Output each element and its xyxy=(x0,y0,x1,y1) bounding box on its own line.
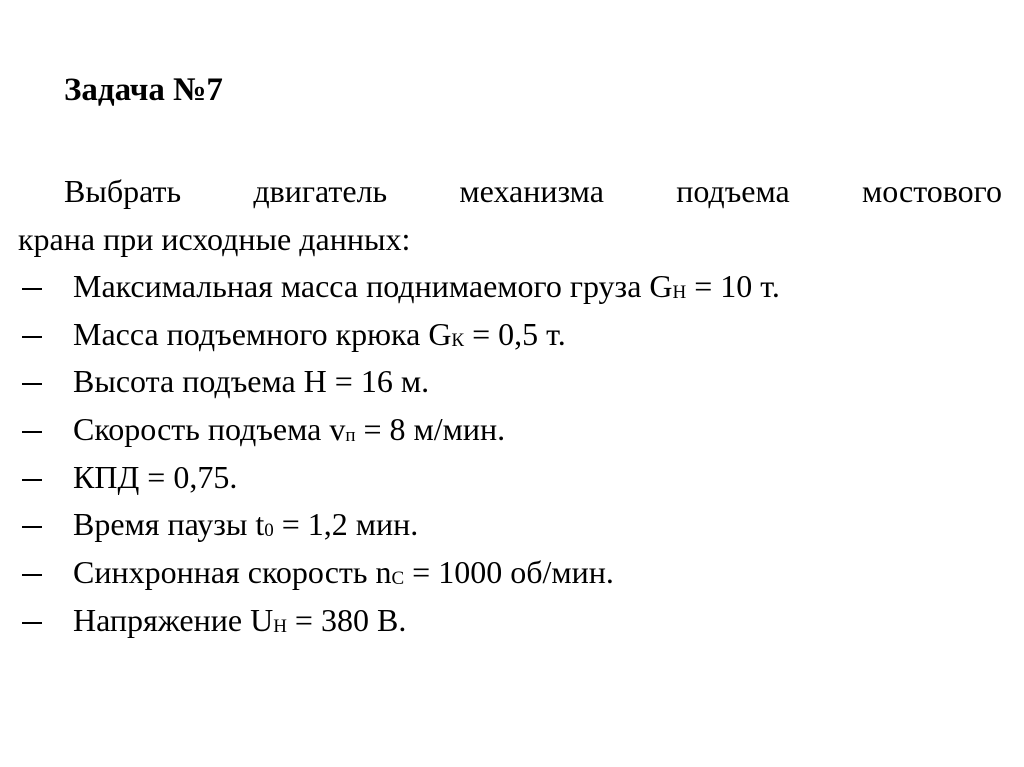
item-subscript: Н xyxy=(273,615,287,637)
parameters-list xyxy=(18,264,1008,646)
item-text-before: Масса подъемного крюка xyxy=(73,315,429,352)
list-item-text xyxy=(73,455,237,505)
item-symbol: G xyxy=(428,315,452,352)
item-text-after: = 8 м/мин. xyxy=(355,411,506,448)
list-item xyxy=(18,312,1008,360)
item-text-after: = 1,2 мин. xyxy=(273,506,419,543)
item-symbol: Н xyxy=(303,363,327,400)
list-item-text xyxy=(73,550,614,600)
intro-line-2: крана при исходные данных: xyxy=(18,221,411,257)
item-text-before: Напряжение xyxy=(73,601,251,638)
item-symbol: t xyxy=(255,506,265,543)
item-symbol: v xyxy=(329,411,346,448)
item-symbol: U xyxy=(250,601,274,638)
list-item xyxy=(18,598,1008,646)
item-text-after: = 380 В. xyxy=(286,601,407,638)
item-subscript: Н xyxy=(672,282,687,303)
item-text-after: = 0,5 т. xyxy=(464,315,566,352)
item-text-before: Время паузы xyxy=(73,506,256,543)
item-text-before: Скорость подъема xyxy=(73,411,330,448)
item-symbol: n xyxy=(375,554,392,591)
list-item-text xyxy=(73,264,780,314)
list-item-text xyxy=(73,359,429,409)
item-subscript: п xyxy=(345,425,356,447)
list-item-text xyxy=(73,502,418,552)
list-item-text xyxy=(73,598,406,648)
item-text-before: КПД = 0,75. xyxy=(73,458,238,495)
list-item xyxy=(18,455,1008,503)
item-subscript: К xyxy=(451,329,465,351)
intro-paragraph xyxy=(18,167,1002,263)
list-item-text xyxy=(73,407,505,457)
item-text-after: = 16 м. xyxy=(326,363,430,400)
item-text-before: Синхронная скорость xyxy=(73,554,376,591)
item-text-after: = 10 т. xyxy=(686,268,780,304)
list-item xyxy=(18,407,1008,455)
list-item xyxy=(18,359,1008,407)
item-symbol: G xyxy=(649,268,673,304)
item-text-after: = 1000 об/мин. xyxy=(404,554,614,591)
list-item xyxy=(18,550,1008,598)
item-subscript: 0 xyxy=(264,520,274,542)
item-text-before: Высота подъема xyxy=(73,363,304,400)
item-subscript: С xyxy=(391,568,405,590)
list-item xyxy=(18,502,1008,550)
item-text-before: Максимальная масса поднимаемого груза xyxy=(73,268,650,304)
page-title: Задача №7 xyxy=(64,72,223,108)
intro-line-1: Выбрать двигатель механизма подъема мостового xyxy=(64,173,1002,209)
list-item-text xyxy=(73,312,566,362)
list-item xyxy=(18,264,1008,312)
